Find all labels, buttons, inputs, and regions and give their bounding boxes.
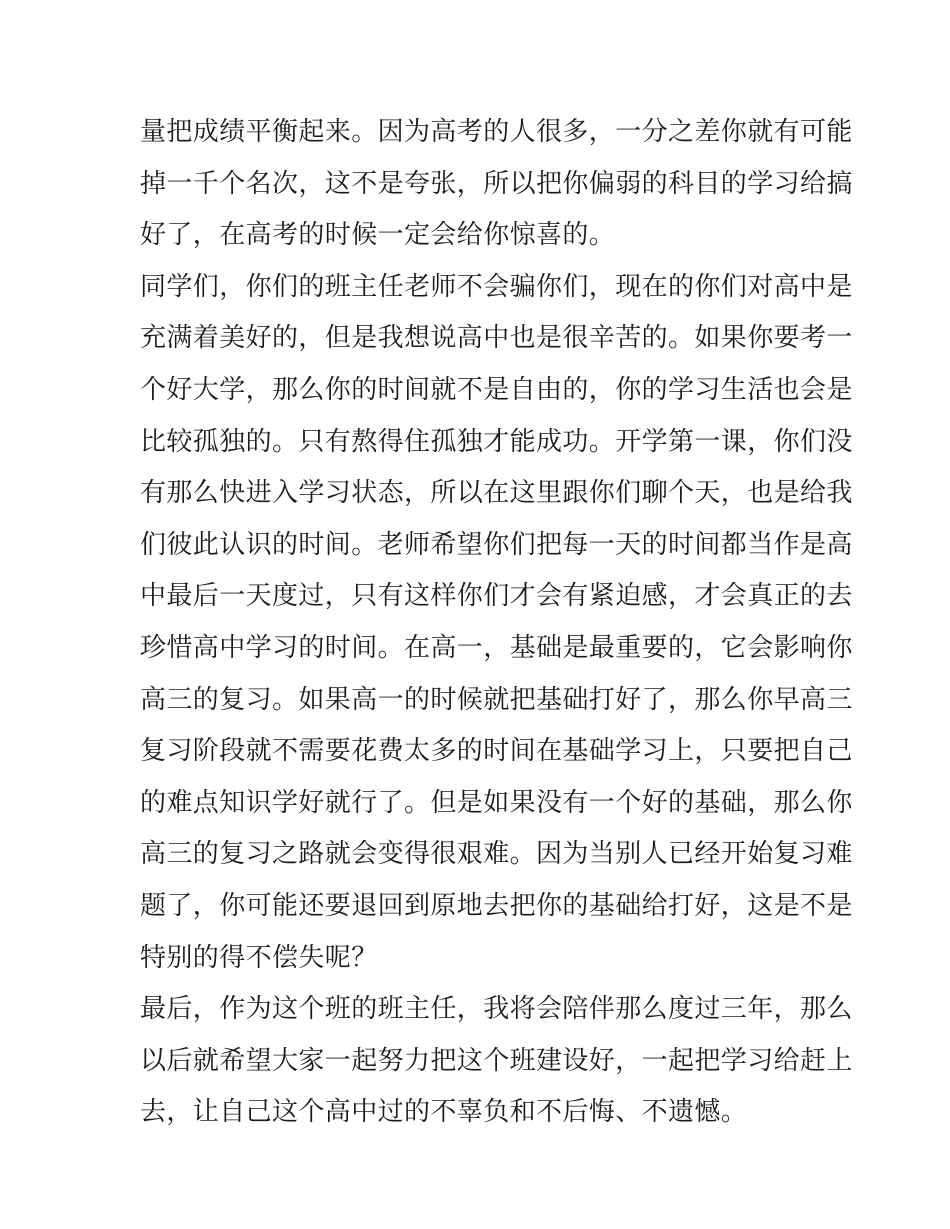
text-line: 充满着美好的，但是我想说高中也是很辛苦的。如果你要考一 xyxy=(140,323,853,354)
text-line: 比较孤独的。只有熬得住孤独才能成功。开学第一课，你们没 xyxy=(140,426,853,457)
text-line: 们彼此认识的时间。老师希望你们把每一天的时间都当作是高 xyxy=(140,529,853,560)
text-line: 掉一千个名次，这不是夸张，所以把你偏弱的科目的学习给搞 xyxy=(140,168,853,199)
text-line: 题了，你可能还要退回到原地去把你的基础给打好，这是不是 xyxy=(140,890,853,921)
text-line: 以后就希望大家一起努力把这个班建设好，一起把学习给赶上 xyxy=(140,1045,853,1076)
text-line: 高三的复习之路就会变得很艰难。因为当别人已经开始复习难 xyxy=(140,839,853,870)
text-line: 特别的得不偿失呢？ xyxy=(140,942,378,973)
text-line: 去，让自己这个高中过的不辜负和不后悔、不遗憾。 xyxy=(140,1097,748,1128)
text-line: 高三的复习。如果高一的时候就把基础打好了，那么你早高三 xyxy=(140,684,853,715)
text-line: 珍惜高中学习的时间。在高一，基础是最重要的，它会影响你 xyxy=(140,632,853,663)
text-line: 个好大学，那么你的时间就不是自由的，你的学习生活也会是 xyxy=(140,374,853,405)
text-line: 量把成绩平衡起来。因为高考的人很多，一分之差你就有可能 xyxy=(140,117,853,147)
text-line: 有那么快进入学习状态，所以在这里跟你们聊个天，也是给我 xyxy=(140,478,853,509)
text-line: 的难点知识学好就行了。但是如果没有一个好的基础，那么你 xyxy=(140,787,853,818)
text-line: 中最后一天度过，只有这样你们才会有紧迫感，才会真正的去 xyxy=(140,581,853,612)
text-line: 好了，在高考的时候一定会给你惊喜的。 xyxy=(140,220,616,251)
text-line: 复习阶段就不需要花费太多的时间在基础学习上，只要把自己 xyxy=(140,736,853,767)
text-line: 同学们，你们的班主任老师不会骗你们，现在的你们对高中是 xyxy=(140,271,853,302)
text-line: 最后，作为这个班的班主任，我将会陪伴那么度过三年，那么 xyxy=(140,994,853,1025)
document-body xyxy=(140,107,853,1139)
